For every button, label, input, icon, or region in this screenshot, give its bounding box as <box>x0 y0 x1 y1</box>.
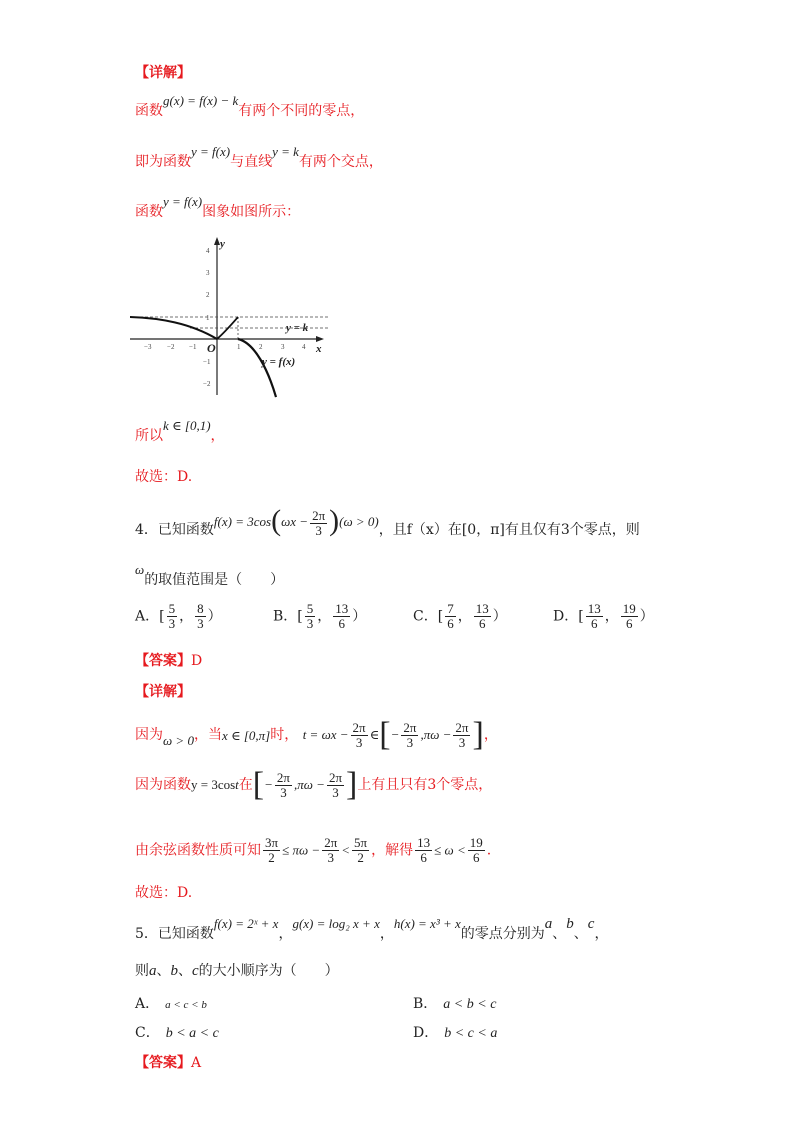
q4-detail-heading: 【详解】 <box>135 684 191 700</box>
y-tick: 4 <box>206 247 210 255</box>
q3-choice: 故选：D. <box>135 469 193 485</box>
q4-choice: 故选：D. <box>135 885 193 901</box>
x-tick: 1 <box>237 343 241 351</box>
q5-option-a[interactable]: A． a < c < b <box>135 996 207 1012</box>
q5-option-d[interactable]: D． b < c < a <box>413 1025 498 1041</box>
label-y-fx: y = f(x) <box>262 356 296 368</box>
q4-detail-line1: 因为ω > 0，当x ∈ [0,π]时， t = ωx − $\frac{2\pi}{3}$ ∈[− $\frac{2\pi}{3}$ ,πω − $\frac{2\pi}{3}$ ]， <box>135 716 498 753</box>
y-axis-label: y <box>220 238 225 250</box>
curve-right <box>238 339 276 397</box>
y-tick: −1 <box>203 358 211 366</box>
x-axis-label: x <box>316 343 322 355</box>
q3-line1-math: g(x) = f(x) − k <box>163 93 239 108</box>
q5-stem-2: 则a、b、c的大小顺序为（ ） <box>135 963 339 979</box>
curve-left <box>130 317 217 339</box>
q4-detail-line3: 由余弦函数性质可知 $\frac{3\pi}{2}$ ≤ πω − $\frac{2\pi}{3}$ < $\frac{5\pi}{2}$ ，解得 $\frac{13}{6}$ ≤ ω < $\frac{19}{6}$ . <box>135 835 492 865</box>
x-tick: −3 <box>144 343 152 351</box>
q4-option-d[interactable]: D．[ $\frac{13}{6}$ ， $\frac{19}{6}$ ） <box>553 601 654 631</box>
function-graph <box>130 235 335 400</box>
y-tick: −2 <box>203 380 211 388</box>
q4-detail-line2: 因为函数y = 3cost在[− $\frac{2\pi}{3}$ ,πω − $\frac{2\pi}{3}$ ]上有且只有3个零点， <box>135 766 493 803</box>
x-tick: 4 <box>302 343 306 351</box>
q5-answer: 【答案】A <box>135 1055 202 1071</box>
q5-option-c[interactable]: C． b < a < c <box>135 1025 219 1041</box>
x-tick: 2 <box>259 343 263 351</box>
q3-line1: 函数g(x) = f(x) − k有两个不同的零点， <box>135 93 365 119</box>
x-axis-arrow <box>316 336 324 342</box>
y-tick: 2 <box>206 291 210 299</box>
x-tick: 3 <box>281 343 285 351</box>
x-tick: −1 <box>189 343 197 351</box>
q5-stem: 5．已知函数f(x) = 2ˣ + x，g(x) = log₂ x + x，h(x) = x³ + x的零点分别为a、b、c， <box>135 916 609 942</box>
q4-option-a[interactable]: A．[ $\frac{5}{3}$ ， $\frac{8}{3}$ ） <box>135 601 222 631</box>
q3-detail-heading: 【详解】 <box>135 65 191 81</box>
q5-option-b[interactable]: B． a < b < c <box>413 996 497 1012</box>
label-y-k: y = k <box>286 322 309 334</box>
q4-option-c[interactable]: C．[ $\frac{7}{6}$ ， $\frac{13}{6}$ ） <box>413 601 507 631</box>
q3-line3: 函数y = f(x)图象如图所示： <box>135 194 301 220</box>
y-tick: 3 <box>206 269 210 277</box>
q4-answer: 【答案】D <box>135 653 203 669</box>
q4-stem-2: ω的取值范围是（ ） <box>135 562 285 588</box>
origin-label: O <box>207 341 216 355</box>
q3-line2: 即为函数y = f(x)与直线y = k有两个交点， <box>135 144 383 170</box>
x-tick: −2 <box>167 343 175 351</box>
y-tick: 1 <box>206 314 210 322</box>
q3-line4: 所以k ∈ [0,1)， <box>135 418 225 444</box>
q4-stem: 4．已知函数f(x) = 3cos(ωx − $\frac{2\pi}{3}$ )(ω > 0)，且f（x）在[0，π]有且仅有3个零点，则 <box>135 504 640 538</box>
q4-option-b[interactable]: B．[ $\frac{5}{3}$ ， $\frac{13}{6}$ ） <box>273 601 367 631</box>
